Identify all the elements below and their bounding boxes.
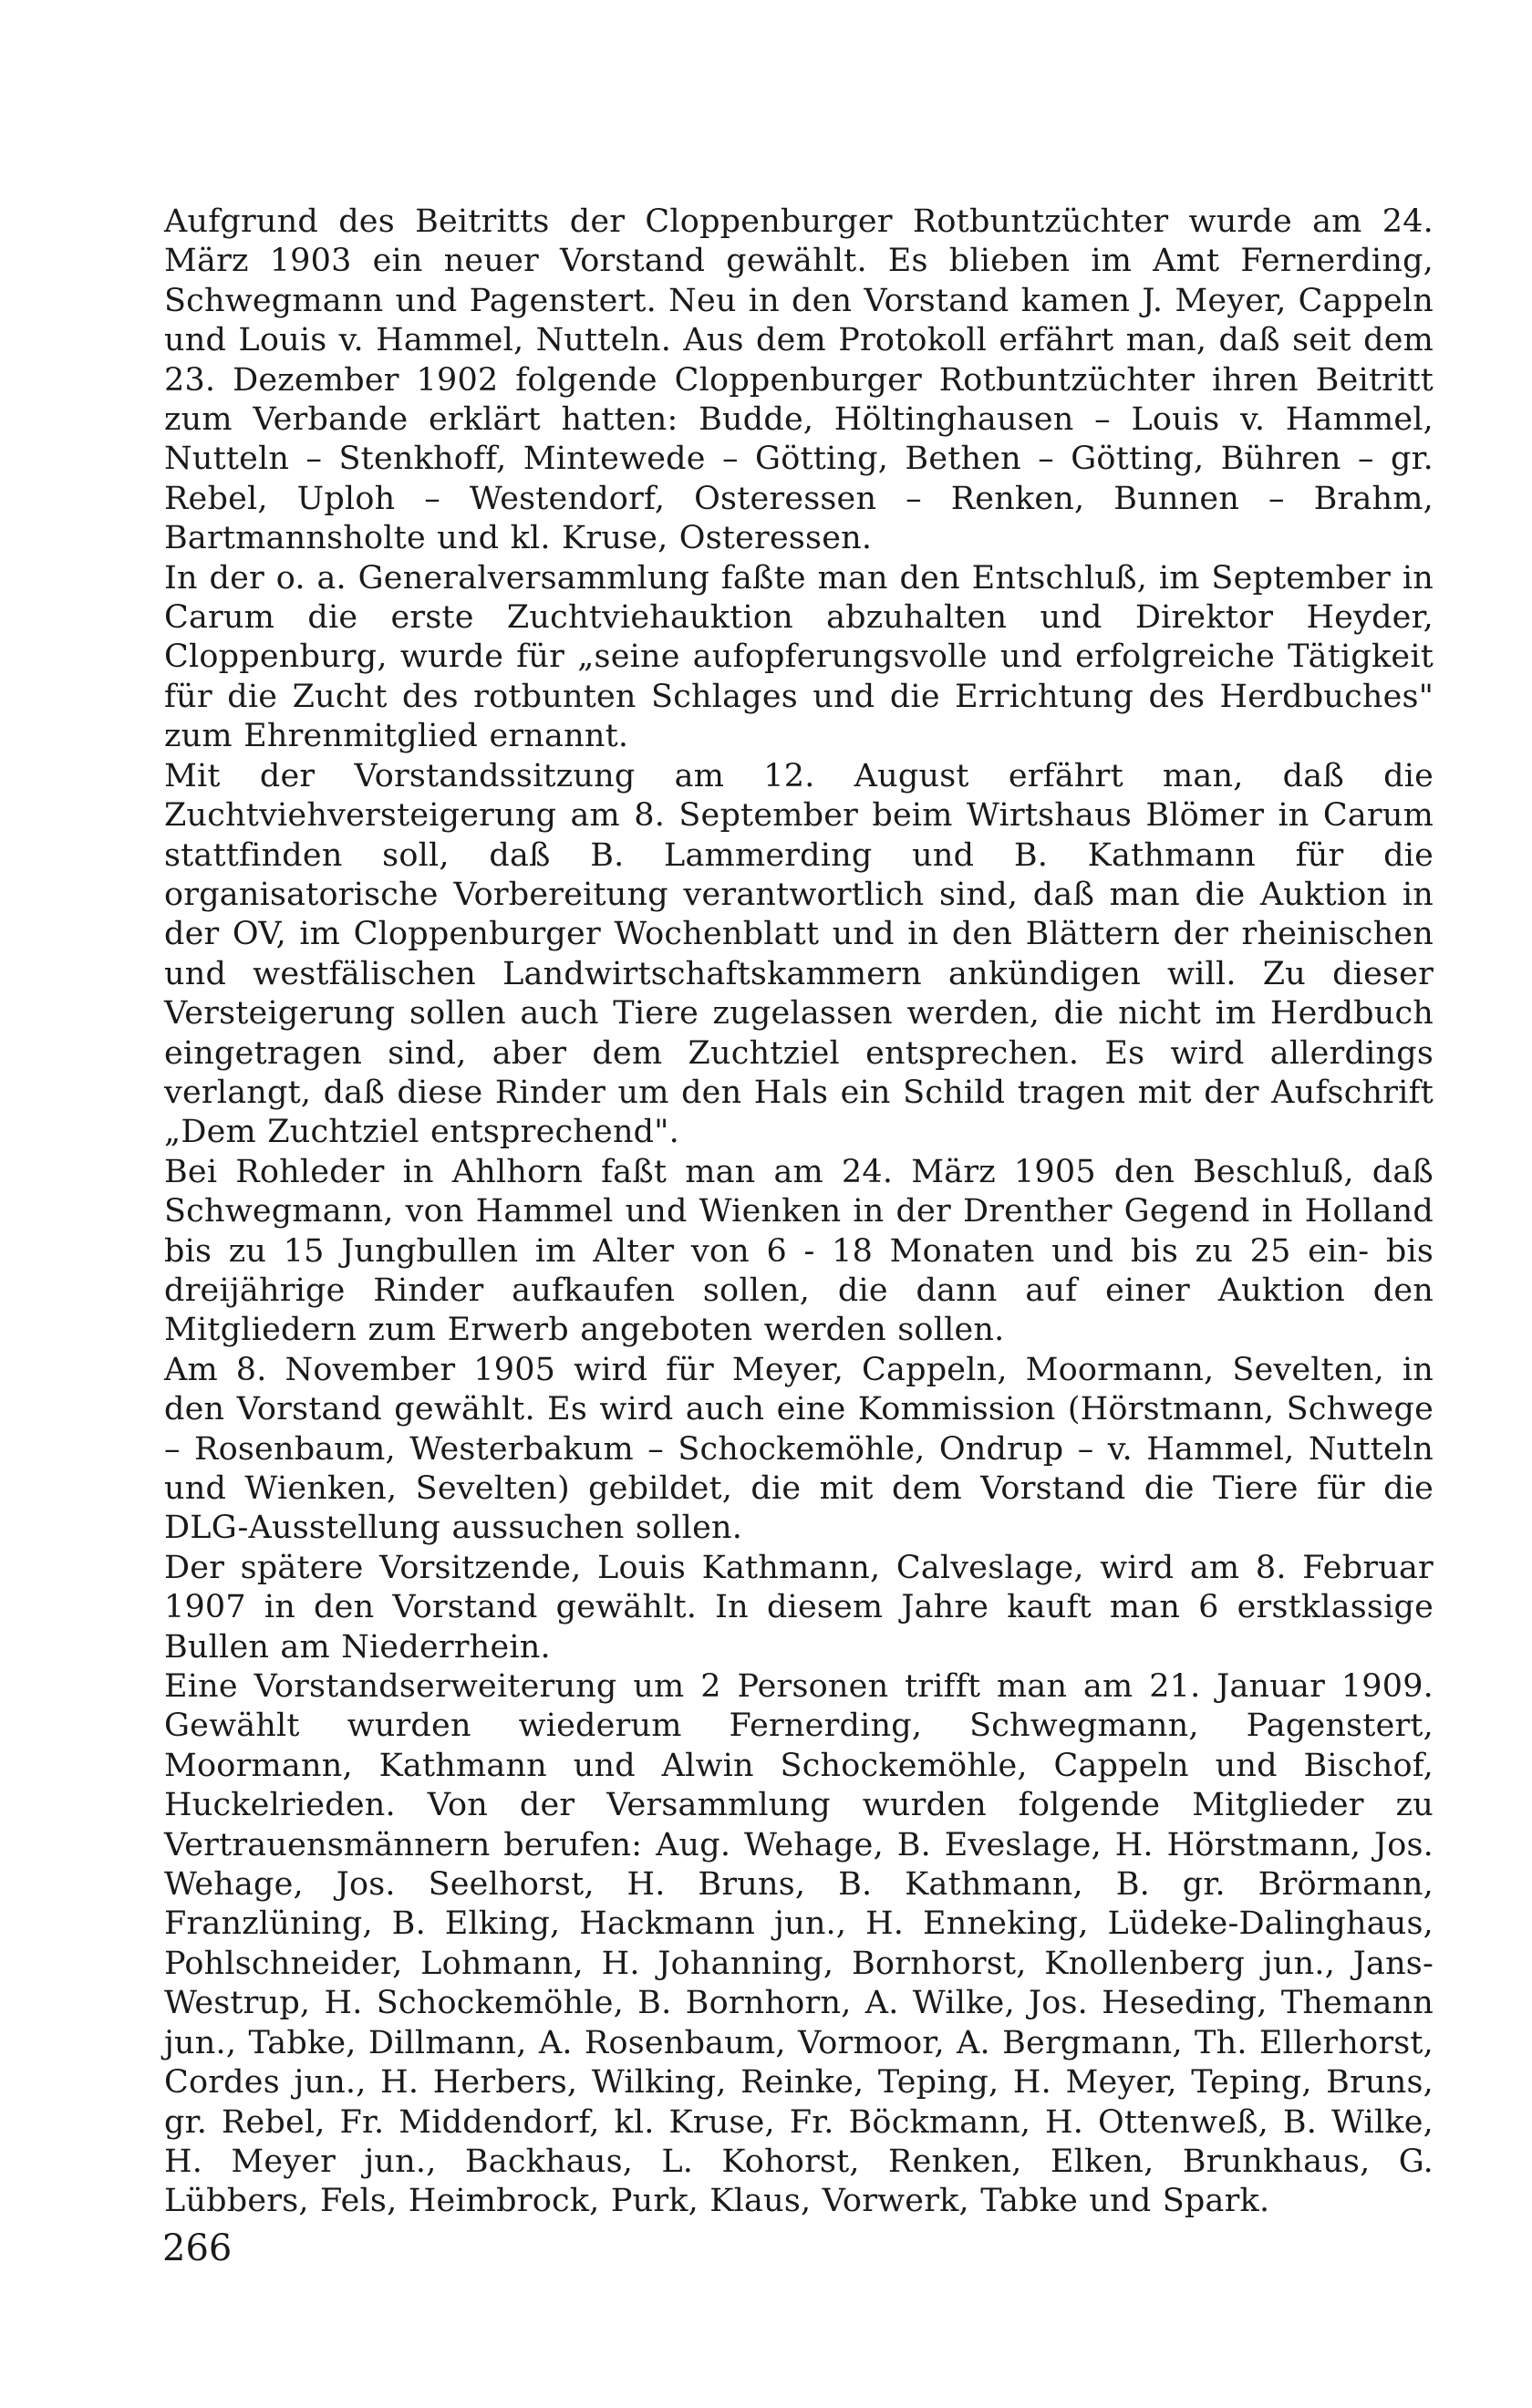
body-text — [164, 202, 1434, 2222]
paragraph-1: Aufgrund des Beitritts der Cloppenburger Rotbuntzüchter wurde am 24. März 1903 ein neuer Vorstand gewählt. Es blieben im Amt Fernerding, Schwegmann und Pagenstert. Neu in den Vorstand kamen J. Meyer, Cappeln und Louis v. Hammel, Nutteln. Aus dem Protokoll erfährt man, daß seit dem 23. Dezember 1902 folgende Cloppenburger Rotbuntzüchter ihren Beitritt zum Verbande erklärt hatten: Budde, Höltinghausen – Louis v. Hammel, Nutteln – Stenkhoff, Mintewede – Götting, Bethen – Götting, Bühren – gr. Rebel, Uploh – Westendorf, Osteressen – Renken, Bunnen – Brahm, Bartmannsholte und kl. Kruse, Osteressen. — [164, 203, 1434, 557]
paragraph-4: Bei Rohleder in Ahlhorn faßt man am 24. März 1905 den Beschluß, daß Schwegmann, von Hammel und Wienken in der Drenther Gegend in Holland bis zu 15 Jungbullen im Alter von 6 - 18 Monaten und bis zu 25 ein- bis dreijährige Rinder aufkaufen sollen, die dann auf einer Auktion den Mitgliedern zum Erwerb angeboten werden sollen. — [164, 1153, 1434, 1349]
paragraph-2: In der o. a. Generalversammlung faßte man den Entschluß, im September in Carum die erste Zuchtviehauktion abzuhalten und Direktor Heyder, Cloppenburg, wurde für „seine aufopferungsvolle und erfolgreiche Tätigkeit für die Zucht des rotbunten Schlages und die Errichtung des Herdbuches" zum Ehrenmitglied ernannt. — [164, 559, 1434, 755]
paragraph-3: Mit der Vorstandssitzung am 12. August erfährt man, daß die Zuchtviehversteigerung am 8. September beim Wirtshaus Blömer in Carum stattfinden soll, daß B. Lammerding und B. Kathmann für die organisatorische Vorbereitung verantwortlich sind, daß man die Auktion in der OV, im Cloppenburger Wochenblatt und in den Blättern der rheinischen und westfälischen Landwirtschaftskammern ankündigen will. Zu dieser Versteigerung sollen auch Tiere zugelassen werden, die nicht im Herdbuch eingetragen sind, aber dem Zuchtziel entsprechen. Es wird allerdings verlangt, daß diese Rinder um den Hals ein Schild tragen mit der Aufschrift „Dem Zuchtziel entsprechend". — [164, 757, 1434, 1151]
page-number: 266 — [162, 2227, 233, 2269]
paragraph-7: Eine Vorstandserweiterung um 2 Personen trifft man am 21. Januar 1909. Gewählt wurden wiederum Fernerding, Schwegmann, Pagenstert, Moormann, Kathmann und Alwin Schockemöhle, Cappeln und Bischof, Huckelrieden. Von der Versammlung wurden folgende Mitglieder zu Vertrauensmännern berufen: Aug. Wehage, B. Eveslage, H. Hörstmann, Jos. Wehage, Jos. Seelhorst, H. Bruns, B. Kathmann, B. gr. Brörmann, Franzlüning, B. Elking, Hackmann jun., H. Enneking, Lüdeke-Dalinghaus, Pohlschneider, Lohmann, H. Johanning, Bornhorst, Knollenberg jun., Jans-Westrup, H. Schockemöhle, B. Bornhorn, A. Wilke, Jos. Heseding, Themann jun., Tabke, Dillmann, A. Rosenbaum, Vormoor, A. Bergmann, Th. Ellerhorst, Cordes jun., H. Herbers, Wilking, Reinke, Teping, H. Meyer, Teping, Bruns, gr. Rebel, Fr. Middendorf, kl. Kruse, Fr. Böckmann, H. Ottenweß, B. Wilke, H. Meyer jun., Backhaus, L. Kohorst, Renken, Elken, Brunkhaus, G. Lübbers, Fels, Heimbrock, Purk, Klaus, Vorwerk, Tabke und Spark. — [164, 1668, 1434, 2220]
paragraph-6: Der spätere Vorsitzende, Louis Kathmann, Calveslage, wird am 8. Februar 1907 in den Vorstand gewählt. In diesem Jahre kauft man 6 erstklassige Bullen am Niederrhein. — [164, 1549, 1434, 1666]
paragraph-5: Am 8. November 1905 wird für Meyer, Cappeln, Moormann, Sevelten, in den Vorstand gewählt. Es wird auch eine Kommission (Hörstmann, Schwege – Rosenbaum, Westerbakum – Schockemöhle, Ondrup – v. Hammel, Nutteln und Wienken, Sevelten) gebildet, die mit dem Vorstand die Tiere für die DLG-Ausstellung aussuchen sollen. — [164, 1351, 1434, 1547]
